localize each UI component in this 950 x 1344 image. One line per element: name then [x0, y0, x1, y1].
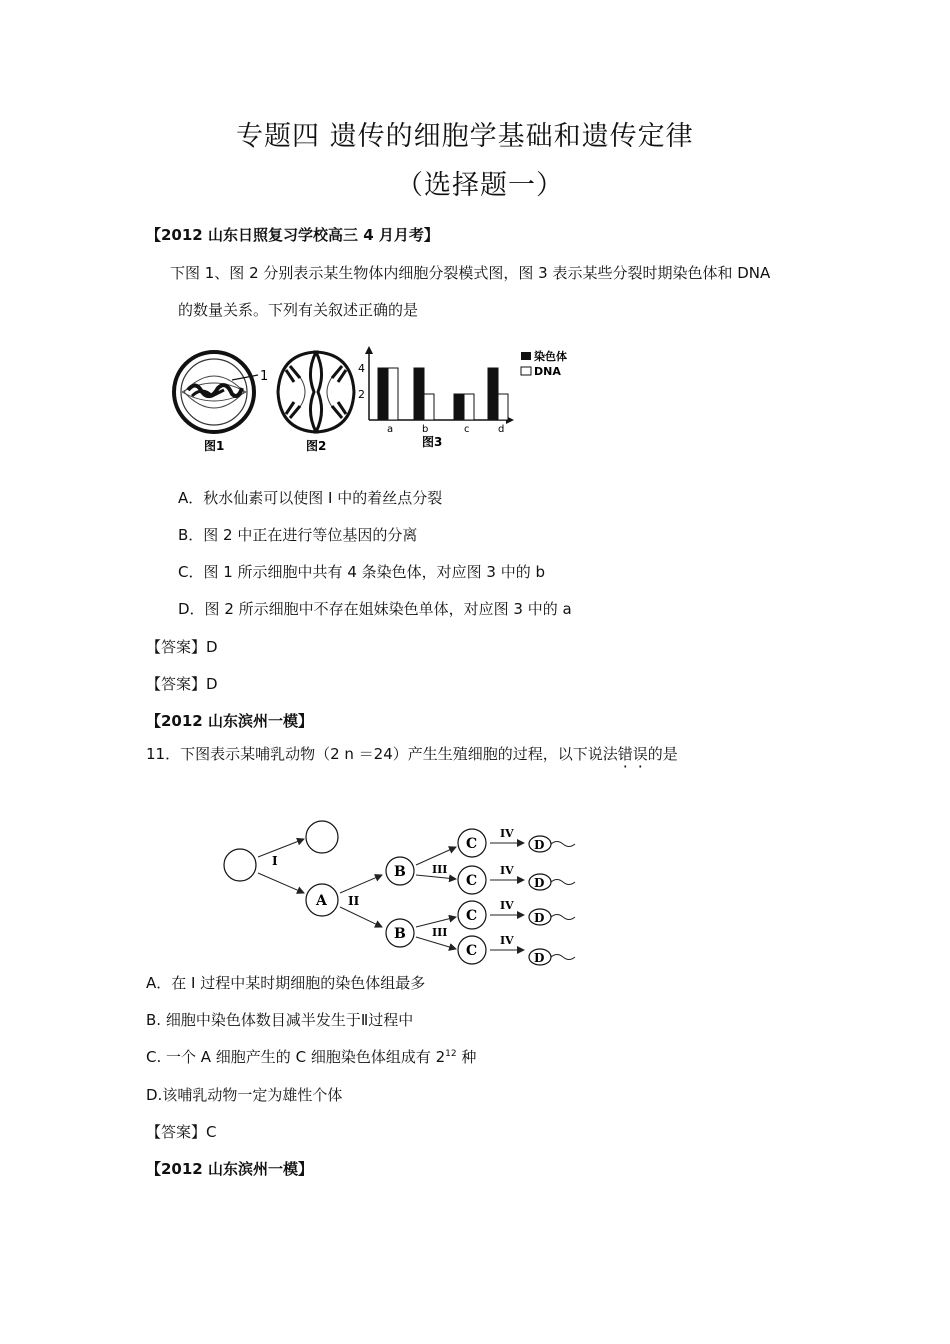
q2-option-c-suffix: 种 — [456, 1048, 477, 1066]
bar-dna-b — [424, 394, 434, 420]
sperm-row-2 — [490, 864, 575, 890]
stage-iv-2-label: IV — [500, 864, 514, 877]
q2-answer: 【答案】C — [146, 1123, 217, 1141]
q1-option-c: C．图 1 所示细胞中共有 4 条染色体，对应图 3 中的 b — [178, 563, 546, 581]
cell-c3-label: C — [466, 908, 478, 924]
q1-option-d: D．图 2 所示细胞中不存在姐妹染色单体，对应图 3 中的 a — [178, 600, 572, 618]
q2-option-d: D.该哺乳动物一定为雄性个体 — [146, 1086, 343, 1104]
q2-option-c-sup: 12 — [445, 1049, 457, 1059]
fig3-xlabel-d: d — [498, 424, 505, 435]
stage-iv-1-label: IV — [500, 827, 514, 840]
stage-iv-3-label: IV — [500, 899, 514, 912]
stage-iv-4-label: IV — [500, 934, 514, 947]
q2-option-c — [146, 1046, 476, 1067]
fig2-cell — [278, 352, 354, 432]
start-cell — [224, 849, 256, 881]
cell-b-upper-label: B — [394, 864, 406, 880]
q2-option-b: B. 细胞中染色体数目减半发生于Ⅱ过程中 — [146, 1011, 414, 1029]
cell-c2-label: C — [466, 873, 478, 889]
bar-dna-a — [388, 368, 398, 420]
sperm-row-1 — [490, 827, 575, 852]
q1-option-a: A．秋水仙素可以使图 I 中的着丝点分裂 — [178, 489, 443, 507]
q1-option-b: B．图 2 中正在进行等位基因的分离 — [178, 526, 418, 544]
legend-chromosome: 染色体 — [534, 350, 567, 363]
stage-i-label: I — [272, 854, 278, 868]
q2-stem — [146, 743, 678, 764]
fig3-ytick-2: 2 — [358, 388, 365, 401]
q1-answer-1: 【答案】D — [146, 638, 218, 656]
cell-d3-label: D — [534, 911, 545, 925]
q1-answer-2: 【答案】D — [146, 675, 218, 693]
q2-diagram — [220, 815, 590, 975]
legend-dna-swatch — [521, 367, 531, 375]
bar-chromosome-c — [454, 394, 464, 420]
cell-d4-label: D — [534, 951, 545, 965]
cell-b-lower-label: B — [394, 926, 406, 942]
sperm-row-4 — [490, 934, 575, 965]
fig3-chart — [358, 346, 567, 435]
q2-stem-emph-2: 误 — [632, 745, 648, 763]
bar-chromosome-a — [378, 368, 388, 420]
fig3-label: 图3 — [422, 435, 443, 449]
stage-iii-lower-label: III — [432, 926, 448, 939]
cell-a-label: A — [316, 893, 327, 909]
q2-source: 【2012 山东滨州一模】 — [146, 712, 313, 730]
bar-dna-c — [464, 394, 474, 420]
cell-d1-label: D — [534, 838, 545, 852]
q1-figure — [172, 340, 592, 458]
stage-ii-label: II — [348, 894, 360, 908]
fig3-xlabel-c: c — [464, 424, 470, 435]
bar-dna-d — [498, 394, 508, 420]
page-subtitle: （选择题一） — [396, 170, 564, 201]
fig3-ytick-4: 4 — [358, 362, 365, 375]
legend-dna: DNA — [534, 365, 561, 378]
fig3-xlabel-b: b — [422, 424, 429, 435]
fig1-pointer-label: 1 — [260, 369, 269, 384]
fig1-cell — [174, 352, 258, 432]
q2-stem-suffix: 的是 — [647, 745, 678, 763]
cell-c4-label: C — [466, 943, 478, 959]
fig2-label: 图2 — [306, 439, 327, 453]
q1-stem-line2: 的数量关系。下列有关叙述正确的是 — [178, 301, 419, 319]
cell-c1-label: C — [466, 836, 478, 852]
page-title: 专题四 遗传的细胞学基础和遗传定律 — [236, 121, 694, 152]
fig1-label: 图1 — [204, 439, 225, 453]
q2-option-a: A．在 I 过程中某时期细胞的染色体组最多 — [146, 974, 426, 992]
cell-d2-label: D — [534, 876, 545, 890]
upper-cell — [306, 821, 338, 853]
sperm-row-3 — [490, 899, 575, 925]
q2-stem-emph-1: 错 — [617, 745, 633, 763]
bar-chromosome-b — [414, 368, 424, 420]
q3-source: 【2012 山东滨州一模】 — [146, 1160, 313, 1178]
q2-option-c-prefix: C. 一个 A 细胞产生的 C 细胞染色体组成有 2 — [146, 1048, 446, 1066]
q2-stem-prefix: 11．下图表示某哺乳动物（2 n ＝24）产生生殖细胞的过程，以下说法 — [146, 745, 618, 763]
bar-chromosome-d — [488, 368, 498, 420]
legend-chromosome-swatch — [521, 352, 531, 360]
q1-source: 【2012 山东日照复习学校高三 4 月月考】 — [146, 226, 439, 244]
q1-stem-line1: 下图 1、图 2 分别表示某生物体内细胞分裂模式图，图 3 表示某些分裂时期染色体和 DNA — [170, 264, 771, 282]
stage-iii-upper-label: III — [432, 863, 448, 876]
fig3-xlabel-a: a — [387, 424, 394, 435]
